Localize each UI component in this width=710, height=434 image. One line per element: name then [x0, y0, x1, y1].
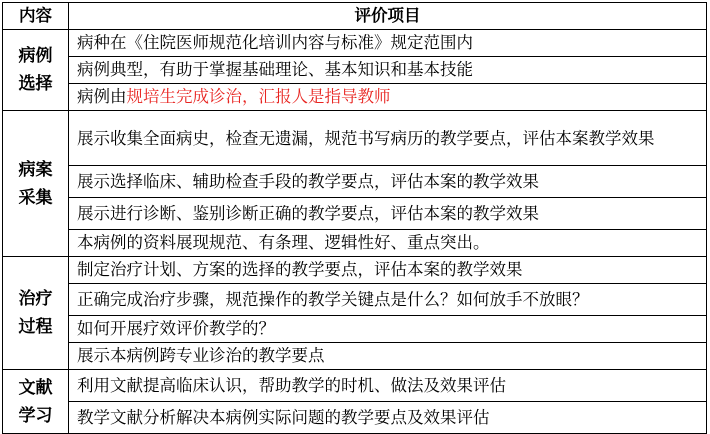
table-row [3, 30, 707, 57]
category-line: 学习 [18, 405, 53, 426]
category-line: 文献 [18, 377, 53, 398]
table-row [3, 198, 707, 230]
table-row [3, 316, 707, 343]
table-row [3, 166, 707, 198]
eval-item: 正确完成治疗步骤，规范操作的教学关键点是什么？如何放手不放眼？ [69, 284, 707, 316]
eval-item: 病例典型，有助于掌握基础理论、基本知识和基本技能 [69, 57, 707, 84]
eval-item: 展示本病例跨专业诊治的教学要点 [69, 343, 707, 370]
eval-item: 展示进行诊断、鉴别诊断正确的教学要点，评估本案的教学效果 [69, 198, 707, 230]
eval-item: 本病例的资料展现规范、有条理、逻辑性好、重点突出。 [69, 230, 707, 257]
table-row [3, 370, 707, 402]
table-row [3, 257, 707, 284]
eval-item: 教学文献分析解决本病例实际问题的教学要点及效果评估 [69, 402, 707, 434]
table-row [3, 111, 707, 166]
category-case-collection [3, 111, 69, 257]
category-literature-study [3, 370, 69, 434]
header-row [3, 3, 707, 30]
eval-item: 利用文献提高临床认识，帮助教学的时机、做法及效果评估 [69, 370, 707, 402]
eval-item: 展示选择临床、辅助检查手段的教学要点，评估本案的教学效果 [69, 166, 707, 198]
table-row [3, 230, 707, 257]
eval-item: 制定治疗计划、方案的选择的教学要点，评估本案的教学效果 [69, 257, 707, 284]
table-row [3, 84, 707, 111]
table-row [3, 57, 707, 84]
table-row [3, 343, 707, 370]
eval-item: 展示收集全面病史，检查无遗漏，规范书写病历的教学要点，评估本案教学效果 [69, 111, 707, 166]
table-row [3, 402, 707, 434]
category-case-selection [3, 30, 69, 111]
evaluation-table [2, 2, 707, 434]
category-line: 治疗 [18, 289, 53, 309]
category-line: 过程 [18, 317, 53, 337]
category-line: 选择 [18, 74, 53, 94]
category-line: 病案 [18, 159, 53, 180]
eval-item-highlighted [69, 84, 707, 111]
header-category: 内容 [3, 3, 69, 30]
item-prefix: 病例由 [77, 87, 127, 106]
highlighted-text: 规培生完成诊治，汇报人是指导教师 [126, 87, 391, 106]
category-treatment-process [3, 257, 69, 370]
eval-item: 病种在《住院医师规范化培训内容与标准》规定范围内 [69, 30, 707, 57]
header-items: 评价项目 [69, 3, 707, 30]
table-row [3, 284, 707, 316]
category-line: 病例 [18, 46, 53, 66]
eval-item: 如何开展疗效评价教学的？ [69, 316, 707, 343]
category-line: 采集 [18, 187, 53, 208]
